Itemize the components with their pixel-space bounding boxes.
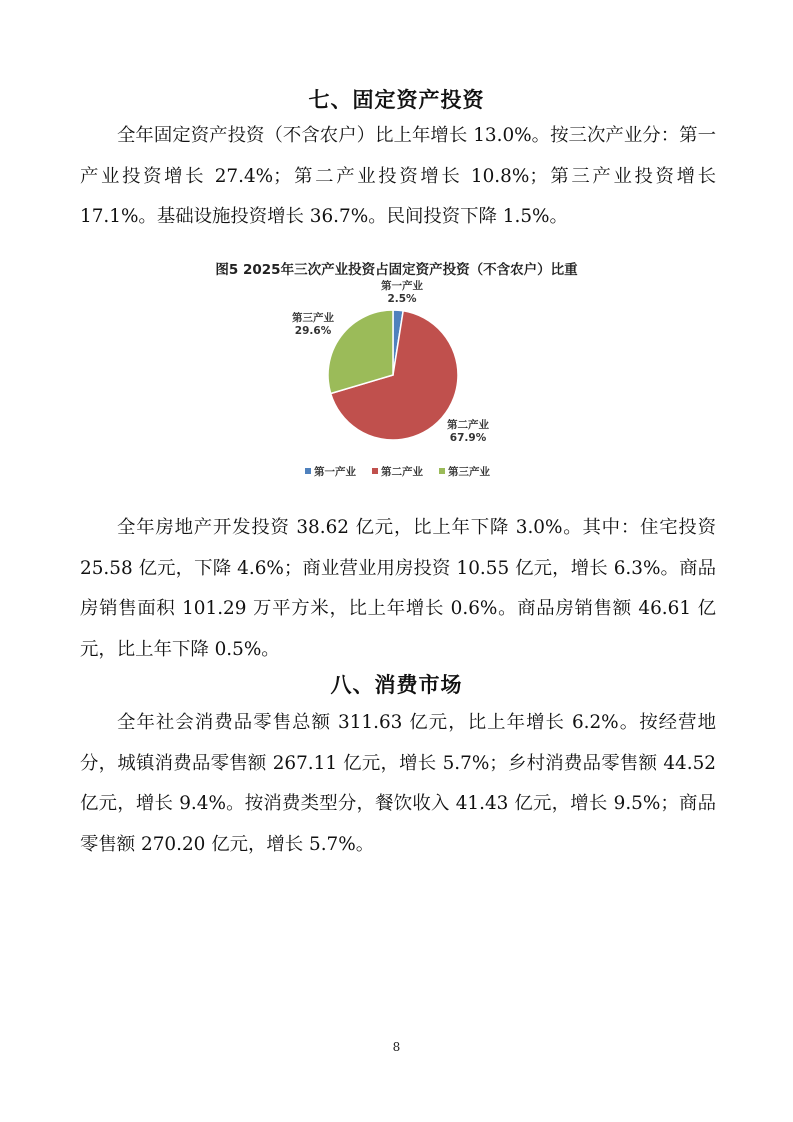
section-heading-consumer-market: 八、消费市场 <box>330 673 463 697</box>
pie-value-label-tertiary-industry: 29.6% <box>294 325 332 337</box>
paragraph-real-estate: 全年房地产开发投资 38.62 亿元，比上年下降 3.0%。其中：住宅投资 25.58 亿元，下降 4.6%；商业营业用房投资 10.55 亿元，增长 6.3%。商品房销售面积 101.29 万平方米，比上年增长 0.6%。商品房销售额 46.61 亿元，比上年下降 0.5%。 <box>80 517 716 660</box>
pie-label-tertiary-industry: 第三产业 <box>292 312 334 324</box>
chart-title: 图5 2025年三次产业投资占固定资产投资（不含农户）比重 <box>215 262 578 278</box>
legend-label-primary-industry: 第一产业 <box>314 466 356 478</box>
legend-swatch-primary-industry <box>305 468 311 474</box>
legend-swatch-secondary-industry <box>372 468 378 474</box>
pie-label-secondary-industry: 第二产业 <box>447 419 489 431</box>
pie-value-label-secondary-industry: 67.9% <box>449 432 487 444</box>
paragraph-fixed-asset-investment: 全年固定资产投资（不含农户）比上年增长 13.0%。按三次产业分：第一产业投资增长 27.4%；第二产业投资增长 10.8%；第三产业投资增长 17.1%。基础设施投资增长 36.7%。民间投资下降 1.5%。 <box>80 125 716 227</box>
paragraph-consumer-market: 全年社会消费品零售总额 311.63 亿元，比上年增长 6.2%。按经营地分，城镇消费品零售额 267.11 亿元，增长 5.7%；乡村消费品零售额 44.52 亿元，增长 9.4%。按消费类型分，餐饮收入 41.43 亿元，增长 9.5%；商品零售额 270.20 亿元，增长 5.7%。 <box>80 712 716 855</box>
pie-label-primary-industry: 第一产业 <box>381 280 423 292</box>
legend-swatch-tertiary-industry <box>439 468 445 474</box>
legend-label-secondary-industry: 第二产业 <box>381 466 423 478</box>
page-number: 8 <box>392 1040 401 1054</box>
section-heading-fixed-asset-investment: 七、固定资产投资 <box>308 88 485 112</box>
pie-value-label-primary-industry: 2.5% <box>387 293 417 305</box>
legend-label-tertiary-industry: 第三产业 <box>448 466 490 478</box>
